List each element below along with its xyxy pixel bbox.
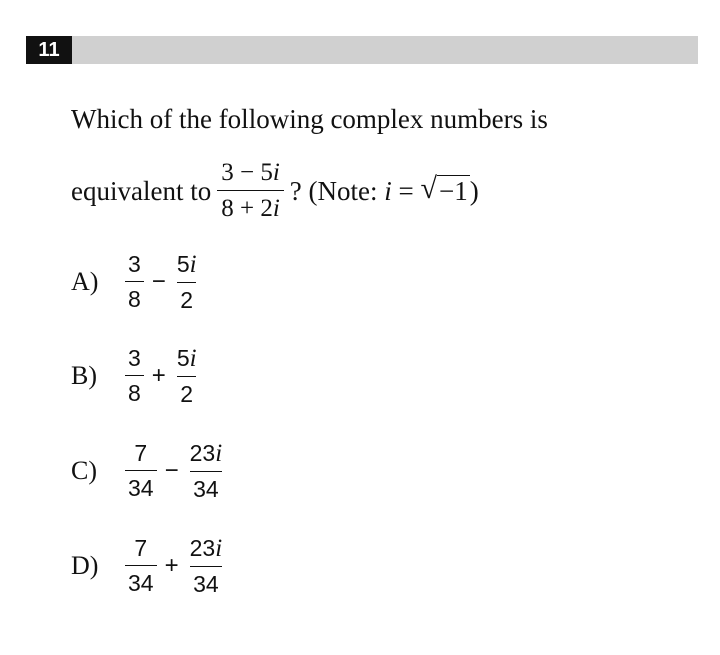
option-fraction-2 <box>174 251 200 314</box>
note-close: ) <box>469 175 479 206</box>
fraction-denominator: 34 <box>190 471 222 503</box>
answer-option-b[interactable] <box>71 341 206 411</box>
option-fraction-1 <box>125 345 144 407</box>
fraction-denominator: 2 <box>177 376 196 408</box>
fraction-numerator: 7 <box>134 440 148 466</box>
fraction-numerator: 3 <box>128 345 141 371</box>
question-number: 11 <box>26 36 72 64</box>
note-imag-unit: i <box>384 175 392 206</box>
option-operator: − <box>164 457 179 484</box>
fraction-denominator: 8 <box>125 281 144 313</box>
fraction-denominator: 34 <box>190 566 222 598</box>
option-fraction-1 <box>125 535 157 597</box>
option-fraction-2 <box>174 345 200 408</box>
fraction-numerator: 3 <box>128 251 141 277</box>
option-fraction-2 <box>187 440 226 503</box>
question-stem-line-1: Which of the following complex numbers is <box>71 104 548 134</box>
option-letter: D) <box>71 551 99 580</box>
option-fraction-2 <box>187 535 226 598</box>
option-fraction-1 <box>125 251 144 313</box>
option-operator: + <box>151 362 166 389</box>
fraction-denominator: 34 <box>125 470 157 502</box>
answer-option-d[interactable] <box>71 531 231 601</box>
option-operator: + <box>164 552 179 579</box>
fraction-numerator: 7 <box>134 535 148 561</box>
radicand: −1 <box>438 176 468 206</box>
note-open: ? (Note: <box>289 175 378 206</box>
option-letter: B) <box>71 361 97 390</box>
stem-prefix: equivalent to <box>71 175 212 206</box>
question-stem-line-2 <box>71 158 479 224</box>
stem-fraction-denominator: 8 + 2i <box>217 190 284 223</box>
stem-fraction <box>217 159 284 223</box>
stem-fraction-numerator: 3 − 5i <box>221 159 280 186</box>
answer-option-c[interactable] <box>71 436 231 506</box>
radical-sign: √ <box>420 172 437 205</box>
fraction-numerator: 5i <box>176 250 197 278</box>
answer-option-a[interactable] <box>71 247 206 317</box>
sqrt-expression <box>420 172 470 207</box>
option-operator: − <box>151 268 166 295</box>
note-equals: = <box>398 175 414 206</box>
fraction-numerator: 23i <box>189 439 223 467</box>
option-letter: C) <box>71 456 97 485</box>
fraction-denominator: 34 <box>125 565 157 597</box>
fraction-denominator: 8 <box>125 375 144 407</box>
option-letter: A) <box>71 267 99 296</box>
fraction-numerator: 5i <box>176 344 197 372</box>
option-fraction-1 <box>125 440 157 502</box>
fraction-numerator: 23i <box>189 534 223 562</box>
question-header-bar <box>26 36 698 64</box>
fraction-denominator: 2 <box>177 282 196 314</box>
